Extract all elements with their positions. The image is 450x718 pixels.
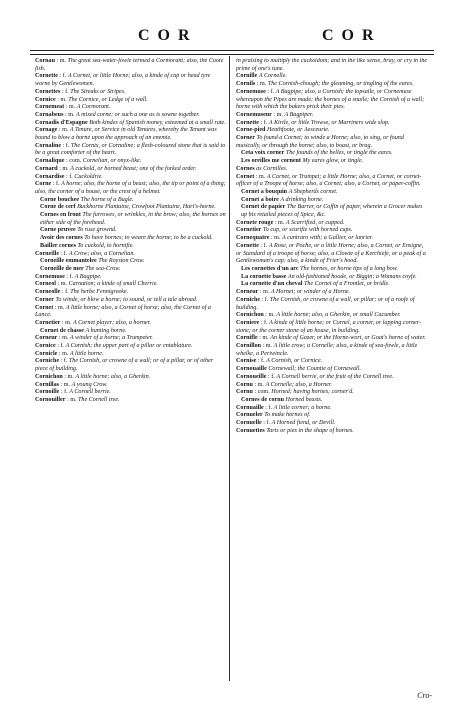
- entry-headword: Les cornettes d'un arc: [241, 265, 299, 272]
- dictionary-entry: [35, 397, 227, 405]
- entry-headword: Cornes de cornu: [241, 396, 284, 403]
- entry-grammar: : m.: [59, 165, 69, 172]
- dictionary-entry: [236, 312, 428, 320]
- entry-grammar: : f.: [263, 420, 271, 427]
- entry-headword: Corneille emmantelee: [40, 258, 97, 265]
- entry-headword: Cornes en front: [40, 212, 81, 219]
- header-rule-top: [30, 50, 434, 51]
- entry-headword: La cornette d'un cheval: [241, 281, 303, 288]
- entry-headword: Cornichon: [35, 373, 63, 380]
- dictionary-entry: [236, 420, 428, 428]
- entry-headword: Cornillon: [236, 343, 262, 350]
- entry-headword: Cornage: [35, 127, 58, 134]
- entry-gloss: My eares glow, or tingle.: [302, 158, 364, 165]
- dictionary-entry: [35, 227, 227, 235]
- entry-headword: Cornoueille: [236, 373, 267, 380]
- dictionary-entry: [236, 127, 428, 135]
- entry-grammar: : m.: [254, 381, 264, 388]
- entry-gloss: A Cormorant.: [76, 104, 111, 111]
- right-column: [236, 58, 428, 684]
- entry-headword: Corneur: [236, 289, 259, 296]
- entry-gloss: The Barrer, or Coffin of paper, wherein a Grocer makes up his retailed pieces of Spice, &c.: [241, 204, 423, 219]
- entry-gloss: To have hornes; to weare the horne; to be a cuckold.: [84, 235, 213, 242]
- dictionary-entry: [236, 412, 428, 420]
- entry-grammar: : m.: [58, 127, 69, 134]
- entry-headword: Corne de cerf: [40, 204, 76, 211]
- entry-grammar: : m.: [274, 219, 285, 226]
- entry-gloss: A horne; also, the horne of a beast; also, the tip or point of a thing; also, the corner of a house, or the crest of a helmet.: [35, 181, 226, 195]
- entry-grammar: : f.: [260, 319, 268, 326]
- entry-headword: Ceta voix corner: [241, 150, 285, 157]
- dictionary-entry: [236, 297, 428, 312]
- entry-gloss: The herbe Fennigreeke.: [70, 289, 129, 296]
- entry-headword: Cornardise: [35, 173, 65, 180]
- left-column: [35, 58, 227, 684]
- entry-gloss: A Bagpipe; also, a Cornish; the topsaile, or Cornemuse whereupon the Pipes are made; the hornes of a snaile; the Cornish of a wall; horne with which the bakers prick their pies.: [236, 88, 425, 111]
- dictionary-entry: [35, 204, 227, 212]
- entry-grammar: : f.: [52, 181, 60, 188]
- entry-gloss: A Bagpipe.: [74, 273, 102, 280]
- dictionary-entry: [35, 281, 227, 289]
- entry-gloss: To cup, or scarifie with horned cups.: [262, 227, 353, 234]
- entry-gloss: A little horne.: [69, 350, 104, 357]
- dictionary-entry: [35, 143, 227, 158]
- entry-grammar: : f.: [267, 88, 275, 95]
- entry-headword: Corner: [236, 135, 255, 142]
- dictionary-entry: [35, 358, 227, 373]
- entry-headword: Cornes: [236, 165, 255, 172]
- entry-headword: Cornetier: [35, 319, 61, 326]
- entry-gloss: Cornelian, or onyx-like.: [82, 158, 142, 165]
- entry-gloss: The Cornish, or crowne of a wall, or pillar; or of a roofe of building.: [236, 296, 415, 311]
- entry-grammar: : m.: [256, 81, 267, 88]
- dictionary-entry: [35, 166, 227, 174]
- entry-headword: Bailler cornes: [40, 242, 76, 249]
- entry-gloss: Horned beasts.: [285, 396, 323, 403]
- dictionary-entry: [35, 297, 227, 305]
- entry-headword: Cornueler: [236, 412, 263, 419]
- entry-grammar: : m.: [61, 319, 72, 326]
- entry-headword: Corne bouchee: [40, 196, 80, 203]
- entry-gloss: A Crow; also, a Cornelian.: [68, 250, 135, 257]
- entry-headword: Cornouiller: [35, 396, 66, 403]
- dictionary-entry: [35, 335, 227, 343]
- entry-headword: Cornichon: [236, 312, 264, 319]
- entry-headword: Cornette: [35, 73, 59, 80]
- entry-headword: Cornils: [236, 81, 256, 88]
- entry-headword: Cornice: [35, 343, 56, 350]
- entry-headword: Cornemuse: [236, 88, 266, 95]
- entry-headword: Corneur: [35, 335, 58, 342]
- entry-gloss: A cuckold, or horned beast; one of the forked order.: [70, 165, 197, 172]
- dictionary-entry: [35, 73, 227, 88]
- entry-gloss: The founds of the belles, or tingle the eares.: [285, 150, 393, 157]
- entry-headword: Cornu: [236, 389, 253, 396]
- dictionary-entry: [35, 104, 227, 112]
- entry-headword: Cornet: [35, 304, 54, 311]
- entry-grammar: : m.: [67, 396, 77, 403]
- dictionary-entry: [236, 320, 428, 335]
- entry-gloss: as Cornilles.: [256, 165, 288, 172]
- entry-headword: Cornice: [35, 96, 56, 103]
- dictionary-entry: [35, 181, 227, 196]
- entry-gloss: A little horne; also, a Gherkin, or small Cucumber.: [276, 312, 401, 319]
- entry-grammar: : f.: [257, 358, 265, 365]
- dictionary-entry: [35, 343, 227, 351]
- dictionary-entry: [236, 389, 428, 397]
- entry-grammar: : f.: [268, 373, 275, 380]
- entry-gloss: A Cornell berrie.: [69, 389, 111, 396]
- entry-gloss: A Scarrified, or cupped.: [285, 219, 345, 226]
- entry-gloss: in praising to multiply the cuckoldom; and in the like sense, bray, or cry in the prime of one's tune.: [236, 58, 428, 72]
- entry-gloss: The furrowes, or wrinkles, in the brow; also, the hornes on either side of the forehead.: [40, 212, 226, 226]
- dictionary-entry: [35, 127, 227, 142]
- dictionary-entry: [236, 266, 428, 274]
- entry-grammar: : f.: [60, 358, 68, 365]
- dictionary-entry: [35, 58, 227, 73]
- entry-grammar: : m.: [262, 343, 273, 350]
- entry-gloss: A little crow; a Cornelle; also, a kinde of sea-fowle, a little whelke, a Periwincle.: [236, 343, 418, 357]
- entry-gloss: A Horned fiend, or Devill.: [271, 420, 336, 427]
- entry-headword: Corne pruvee: [40, 227, 76, 234]
- entry-headword: Cornemuse: [35, 273, 65, 280]
- dictionary-entry: [35, 97, 227, 105]
- entry-gloss: A mixed corne; or such a one as is sowne together.: [76, 111, 200, 118]
- entry-gloss: A little horne; also, a Cornet of horse; also, the Cornet of a Lance.: [35, 304, 211, 319]
- dictionary-entry: [236, 73, 428, 81]
- entry-gloss: A young Crow.: [71, 381, 108, 388]
- dictionary-entry: [236, 382, 428, 390]
- dictionary-entry: [236, 112, 428, 120]
- entry-grammar: : f.: [61, 88, 69, 95]
- entry-gloss: Buckhorne Plantaine, Crowfoot Plantaine, Hart's-horne.: [77, 204, 216, 211]
- entry-grammar: : m.: [54, 304, 65, 311]
- entry-headword: Cornete rouge: [236, 219, 274, 226]
- dictionary-entry: [236, 243, 428, 266]
- entry-gloss: A Hornet; or winder of a Horne.: [270, 289, 351, 296]
- entry-grammar: : f.: [60, 389, 68, 396]
- entry-grammar: : m.: [57, 96, 67, 103]
- entry-headword: Cornequatre: [236, 235, 270, 242]
- entry-grammar: : f.: [57, 343, 64, 350]
- entry-gloss: A Kirtle, or little Trowse, or Marriners wide slop.: [268, 119, 390, 126]
- entry-gloss: An kinde of Gazer, or the Horne-wort, or Goat's horne of water.: [270, 335, 426, 342]
- dictionary-entry: [236, 289, 428, 297]
- entry-headword: Cornaline: [35, 142, 62, 149]
- entry-gloss: A Cornet player; also, a horner.: [72, 319, 151, 326]
- dictionary-entry: [35, 251, 227, 259]
- entry-grammar: : f.: [62, 142, 70, 149]
- dictionary-entry: [35, 266, 227, 274]
- entry-gloss: Carnation; a kinde of small Cherrie.: [68, 281, 158, 288]
- entry-gloss: A Rose, or Poche, or a little Horne; also, a Cornet, or Ensigne, or Standard of a troope of horse; also, a Clowte of a Kerchiefe, or a peak of a Gentlewoman's cap; also, a kinde of Frier's hood.: [236, 242, 426, 265]
- entry-gloss: A Cornish, or Cornice.: [266, 358, 323, 365]
- entry-grammar: : m.: [64, 111, 75, 118]
- entry-headword: Cornet a boire: [241, 196, 279, 203]
- entry-headword: Cornu: [236, 381, 253, 388]
- dictionary-entry: [236, 58, 428, 73]
- dictionary-entry: [236, 397, 428, 405]
- entry-headword: Cornise: [236, 358, 257, 365]
- entry-headword: Corniche: [236, 296, 261, 303]
- entry-grammar: : f.: [65, 173, 73, 180]
- entry-grammar: : m.: [259, 289, 270, 296]
- entry-gloss: A Tenure, or Service in old Tenures, whereby the Tenant was bound to blow a horne upon the approach of an enemie.: [35, 127, 217, 142]
- entry-gloss: A winder of a horne; a Trumpeter.: [69, 335, 153, 342]
- dictionary-entry: [236, 281, 428, 289]
- entry-gloss: To found a Cornet; to winde a Horne; also, to sing, or found musically, or through the horne; also, to boast, or brag.: [236, 135, 404, 149]
- entry-gloss: The Streaks or Stripes.: [70, 88, 126, 95]
- dictionary-entry: [236, 428, 428, 436]
- entry-grammar: : f.: [59, 73, 67, 80]
- entry-grammar: : m.: [273, 111, 283, 118]
- entry-headword: Cornet de papier: [241, 204, 286, 211]
- entry-grammar: : m.: [56, 58, 66, 64]
- dictionary-entry: [35, 305, 227, 320]
- entry-gloss: To winde, or blow a horne; to sound, or tell a tale abroad.: [55, 296, 198, 303]
- entry-gloss: The sea-Crow.: [85, 265, 121, 272]
- column-divider: [229, 56, 230, 681]
- dictionary-entry: [35, 243, 227, 251]
- entry-gloss: The hornes, or horne tips of a long bow.: [300, 265, 398, 272]
- entry-headword: Cornuettes: [236, 427, 265, 434]
- entry-headword: Cornemeat: [35, 104, 65, 111]
- entry-headword: Cornuaille: [236, 404, 264, 411]
- entry-grammar: : m.: [57, 281, 68, 288]
- dictionary-entry: [236, 358, 428, 366]
- entry-gloss: Heathfoote, or Aesceurie.: [266, 127, 330, 134]
- entry-headword: Les oreilles me cornent: [241, 158, 301, 165]
- entry-gloss: The Cornix, or Cornaline; a flesh-coloured stone that is said to be a great comforter of the heart.: [35, 142, 226, 157]
- entry-headword: Cornouaille: [236, 366, 267, 373]
- entry-headword: Corne-pied: [236, 127, 266, 134]
- entry-headword: Corner: [35, 296, 54, 303]
- dictionary-entry: [35, 389, 227, 397]
- entry-gloss: A Bagpiper.: [284, 111, 314, 118]
- entry-headword: Cornadis d'Espagne: [35, 119, 88, 126]
- dictionary-entry: [236, 166, 428, 174]
- entry-headword: Cornoille: [35, 389, 60, 396]
- entry-grammar: : com.: [66, 158, 82, 165]
- dictionary-entry: [236, 150, 428, 158]
- entry-headword: Cornet a bouquin: [241, 188, 288, 195]
- entry-grammar: : f.: [260, 119, 268, 126]
- dictionary-entry: [35, 374, 227, 382]
- entry-headword: Cornillas: [35, 381, 60, 388]
- dictionary-entry: [35, 212, 227, 227]
- entry-gloss: To cuckold, to hornifie.: [77, 242, 134, 249]
- dictionary-entry: [35, 112, 227, 120]
- entry-gloss: A hunting horne.: [85, 327, 127, 334]
- entry-gloss: A drinking horne.: [280, 196, 324, 203]
- dictionary-entry: [236, 374, 428, 382]
- entry-headword: Cornau: [35, 58, 55, 64]
- entry-gloss: A Cornet, or Trumpet; a little Horne; also, a Cornet, or cornet-officer of a Troope of horse; also, a Cornet; also, a Cornet, or paper-coffin.: [236, 173, 422, 188]
- dictionary-entry: [236, 174, 428, 189]
- entry-headword: Corneille de mer: [40, 265, 84, 272]
- entry-headword: Cornabeus: [35, 111, 64, 118]
- entry-grammar: : f.: [260, 242, 268, 249]
- entry-headword: Cornard: [35, 165, 58, 172]
- entry-headword: Corneolle: [35, 289, 61, 296]
- entry-grammar: : m.: [65, 104, 76, 111]
- entry-gloss: A cuntraro with; a Gallier, or lanrier.: [281, 235, 374, 242]
- entry-headword: Cornette: [236, 242, 260, 249]
- header-rule-bottom: [30, 54, 434, 55]
- entry-grammar: : m.: [64, 373, 74, 380]
- entry-headword: Cornalique: [35, 158, 65, 165]
- dictionary-entry: [236, 189, 428, 197]
- entry-gloss: The great sea-water-fowle termed a Cormorant; also, the Coote fish.: [35, 58, 224, 72]
- entry-headword: Corneol: [35, 281, 56, 288]
- entry-gloss: Cornewall; the Countie of Cornewall.: [268, 366, 361, 373]
- dictionary-entry: [236, 366, 428, 374]
- dictionary-entry: [35, 320, 227, 328]
- entry-headword: Cornicle: [35, 350, 58, 357]
- entry-gloss: A Cornelle.: [258, 73, 287, 80]
- entry-grammar: : m.: [259, 335, 269, 342]
- dictionary-entry: [236, 89, 428, 112]
- entry-grammar: : m.: [58, 350, 69, 357]
- entry-grammar: : m.: [60, 381, 71, 388]
- entry-gloss: Cuckoldrie.: [74, 173, 103, 180]
- dictionary-entry: [236, 335, 428, 343]
- entry-grammar: : m.: [265, 312, 275, 319]
- entry-headword: Cornet: [236, 173, 255, 180]
- entry-grammar: : f.: [60, 250, 68, 257]
- entry-grammar: : f.: [265, 404, 273, 411]
- entry-gloss: The Cornish, or crowne of a wall; or of a pillar, or of other piece of building.: [35, 358, 214, 373]
- entry-gloss: A Cornell berrie, or the fruit of the Cornell tree.: [276, 373, 394, 380]
- entry-gloss: A little corner; a horne.: [273, 404, 332, 411]
- entry-gloss: A little horne; also, a Gherkin.: [75, 373, 151, 380]
- entry-gloss: An old-fashioned hoode, or Biggin; a Womans coyfe.: [287, 273, 417, 280]
- entry-headword: Cornuelle: [236, 420, 262, 427]
- entry-grammar: : m.: [270, 235, 281, 242]
- entry-gloss: A kinde of little horne; or Cornel, a corner, or lapping corner-stone; or the corner stone of an house, in building.: [236, 319, 422, 334]
- dictionary-entry: [236, 135, 428, 150]
- entry-gloss: A Cornish; the upper part of a pillar or entablature.: [65, 343, 193, 350]
- entry-gloss: Horned; having hornes; corner'd.: [271, 389, 354, 396]
- entry-gloss: The Cornice, or Ledge of a wall.: [68, 96, 148, 103]
- entry-headword: Cornettes: [35, 88, 61, 95]
- entry-gloss: Both kindes of Spanish money, esteemed at a small rate.: [89, 119, 226, 126]
- entry-headword: Cornille: [236, 73, 258, 80]
- entry-headword: Corniche: [35, 358, 60, 365]
- entry-headword: Cornet de chasse: [40, 327, 85, 334]
- entry-gloss: The Cornet of a Frontlet, or bridle.: [303, 281, 390, 288]
- catchword: Cro-: [417, 691, 432, 700]
- running-header-left: COR: [138, 27, 198, 44]
- entry-grammar: : f.: [61, 289, 69, 296]
- dictionary-entry: [35, 89, 227, 97]
- entry-gloss: Tarts or pies in the shape of hornes.: [266, 427, 354, 434]
- entry-gloss: The Cornell tree.: [78, 396, 120, 403]
- dictionary-entry: [236, 343, 428, 358]
- entry-headword: La cornette basse: [241, 273, 287, 280]
- dictionary-entry: [35, 158, 227, 166]
- entry-headword: Corne: [35, 181, 52, 188]
- entry-headword: Cornette: [236, 119, 260, 126]
- entry-gloss: To make hornes of.: [264, 412, 311, 419]
- entry-grammar: : f.: [261, 296, 269, 303]
- dictionary-entry: [236, 81, 428, 89]
- entry-gloss: The Cornish-chough; the gleaming, or tingling of the eares.: [267, 81, 414, 88]
- entry-gloss: A Cornet, or little Horne; also, a kinde of cap or head tyre worne by Gentlewomen.: [35, 73, 211, 88]
- entry-gloss: The Royston Crow.: [98, 258, 145, 265]
- dictionary-entry: [236, 227, 428, 235]
- entry-headword: Cornifle: [236, 335, 258, 342]
- entry-gloss: A Shepherds cornet.: [288, 188, 338, 195]
- entry-gloss: To ruse grownd.: [77, 227, 117, 234]
- entry-headword: Corniere: [236, 319, 260, 326]
- dictionary-entry: [236, 235, 428, 243]
- entry-headword: Cornemuseur: [236, 111, 272, 118]
- running-header-right: COR: [322, 27, 382, 44]
- entry-grammar: : com.: [254, 389, 270, 396]
- entry-gloss: The horne of a Bugle.: [80, 196, 134, 203]
- entry-gloss: A Cornelle; also, a Horner.: [265, 381, 333, 388]
- dictionary-entry: [236, 158, 428, 166]
- entry-grammar: : m.: [58, 335, 69, 342]
- dictionary-entry: [35, 235, 227, 243]
- dictionary-entry: [35, 258, 227, 266]
- dictionary-entry: [35, 120, 227, 128]
- entry-grammar: : m.: [255, 173, 266, 180]
- entry-headword: Cornetier: [236, 227, 262, 234]
- entry-headword: Corneille: [35, 250, 60, 257]
- dictionary-entry: [236, 204, 428, 219]
- dictionary-entry: [35, 289, 227, 297]
- entry-headword: Avoir des cornes: [40, 235, 83, 242]
- entry-grammar: : f.: [66, 273, 74, 280]
